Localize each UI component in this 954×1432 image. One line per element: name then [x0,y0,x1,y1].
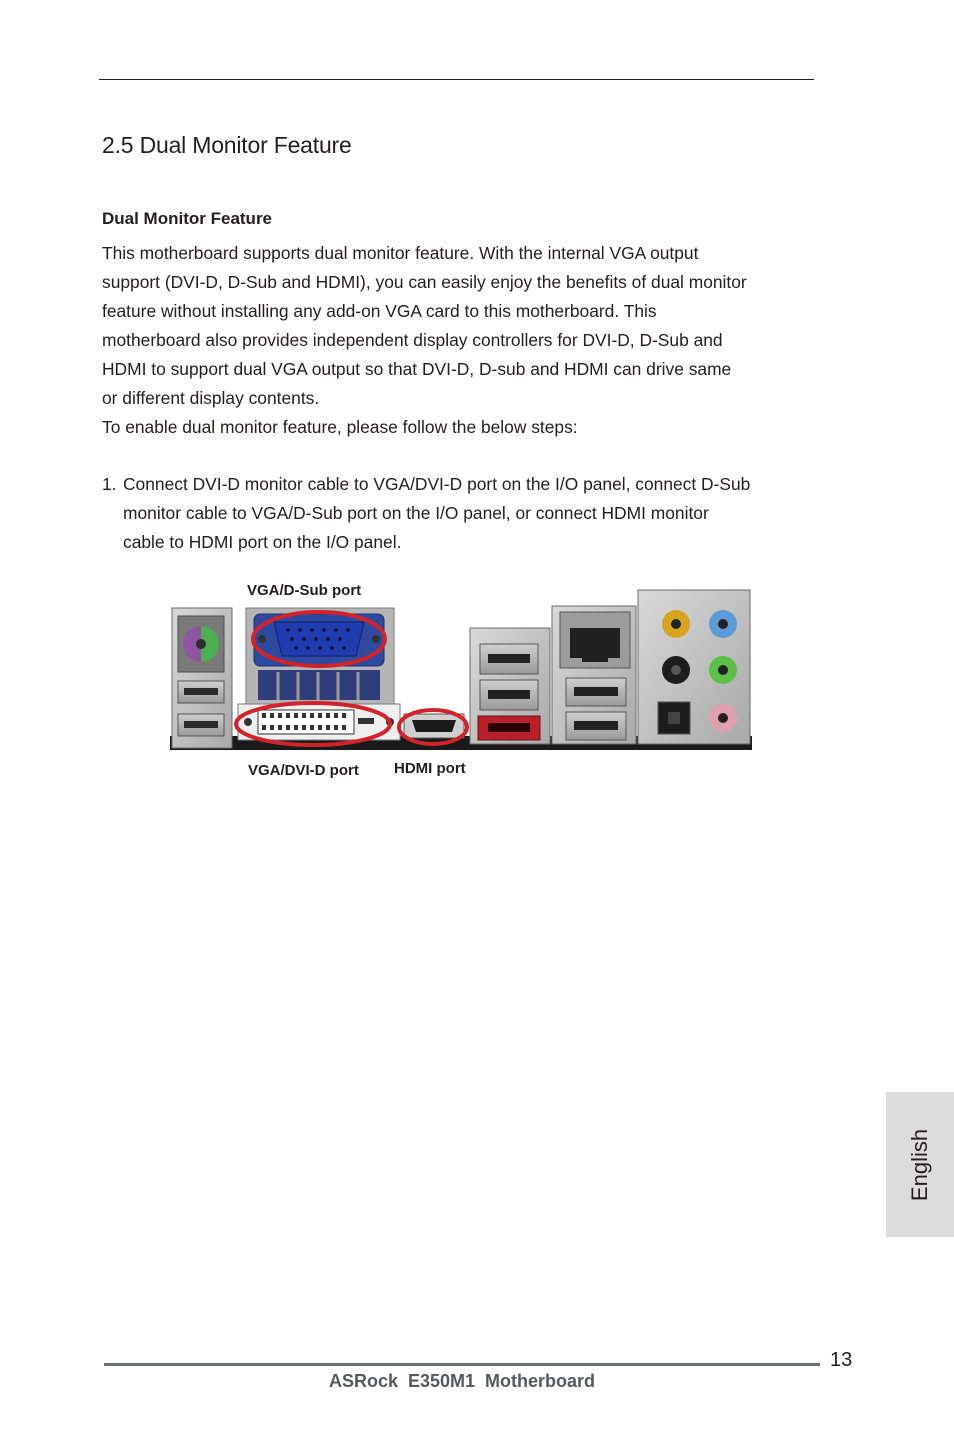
footer-text: ASRock E350M1 Motherboard [328,1371,596,1391]
lan-port [560,612,630,668]
audio-jacks [638,590,750,744]
step-line: monitor cable to VGA/D-Sub port on the I/O panel, or connect HDMI monitor [123,503,709,523]
usb-port [480,644,538,674]
step-line: Connect DVI-D monitor cable to VGA/DVI-D port on the I/O panel, connect D-Sub [123,474,751,494]
vga-dvid-port-label: VGA/DVI-D port [248,762,359,779]
hdmi-port-label: HDMI port [394,760,466,777]
paragraph-line: or different display contents. [102,388,320,408]
subheading: Dual Monitor Feature [102,209,273,228]
language-tab-label: English [907,1128,932,1201]
usb-port [480,680,538,710]
paragraph-line: To enable dual monitor feature, please follow the below steps: [102,417,578,437]
io-panel-photo [168,586,754,754]
step-line: cable to HDMI port on the I/O panel. [123,532,402,552]
footer-rule [104,1363,820,1366]
page-number: 13 [830,1349,853,1371]
usb-port [566,712,626,740]
paragraph-line: support (DVI-D, D-Sub and HDMI), you can easily enjoy the benefits of dual monitor [102,272,747,292]
section-title: 2.5 Dual Monitor Feature [102,132,352,158]
usb-port [178,681,224,703]
usb-port [566,678,626,706]
esata-port [478,716,540,740]
hdmi-port [404,714,464,738]
usb-port [178,714,224,736]
intro-paragraph [102,239,832,442]
paragraph-line: This motherboard supports dual monitor feature. With the internal VGA output [102,243,699,263]
header-rule [99,79,814,80]
language-tab [886,1092,954,1237]
paragraph-line: feature without installing any add-on VGA card to this motherboard. This [102,301,657,321]
paragraph-line: HDMI to support dual VGA output so that DVI-D, D-sub and HDMI can drive same [102,359,732,379]
vga-dsub-port-label: VGA/D-Sub port [247,582,362,599]
step-number: 1. [102,474,117,494]
paragraph-line: motherboard also provides independent display controllers for DVI-D, D-Sub and [102,330,723,350]
